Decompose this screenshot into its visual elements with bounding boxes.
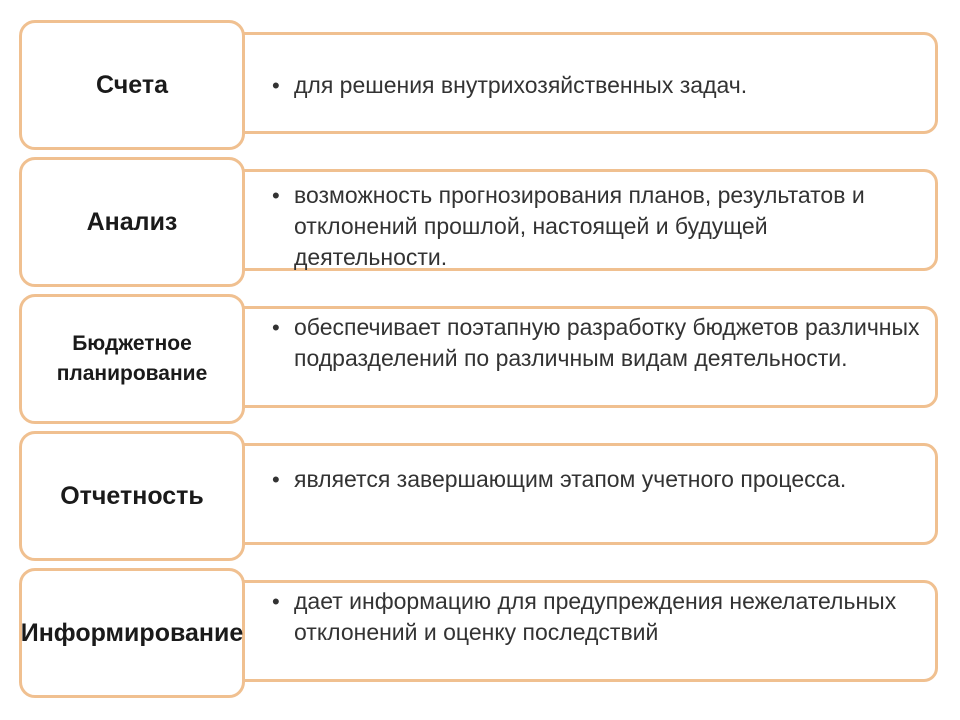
description-content xyxy=(272,586,922,648)
label-text: Бюджетное планирование xyxy=(56,332,208,385)
description-content xyxy=(272,70,922,101)
row-reporting xyxy=(0,429,960,565)
label-text: Счета xyxy=(96,71,168,99)
label-box xyxy=(19,568,245,698)
label-text: Отчетность xyxy=(60,482,204,510)
description-text: обеспечивает поэтапную разработку бюджетов различных подразделений по различным видам деятельности. xyxy=(294,314,920,371)
label-box xyxy=(19,157,245,287)
row-budget-planning xyxy=(0,292,960,428)
description-text: возможность прогнозирования планов, результатов и отклонений прошлой, настоящей и будущей деятельности. xyxy=(294,182,865,270)
bullet: • xyxy=(272,315,280,340)
bullet: • xyxy=(272,73,280,98)
row-informing xyxy=(0,566,960,702)
label-box xyxy=(19,431,245,561)
row-analysis xyxy=(0,155,960,291)
label-box xyxy=(19,20,245,150)
label-text: Информирование xyxy=(20,619,244,647)
description-content xyxy=(272,312,922,374)
bullet: • xyxy=(272,467,280,492)
description-content xyxy=(272,464,922,495)
description-content xyxy=(272,180,922,273)
row-accounts xyxy=(0,18,960,154)
description-text: для решения внутрихозяйственных задач. xyxy=(294,72,748,98)
description-text: является завершающим этапом учетного процесса. xyxy=(294,466,847,492)
description-text: дает информацию для предупреждения нежелательных отклонений и оценку последствий xyxy=(294,588,897,645)
bullet: • xyxy=(272,183,280,208)
label-text: Анализ xyxy=(86,208,178,236)
bullet: • xyxy=(272,589,280,614)
label-box xyxy=(19,294,245,424)
